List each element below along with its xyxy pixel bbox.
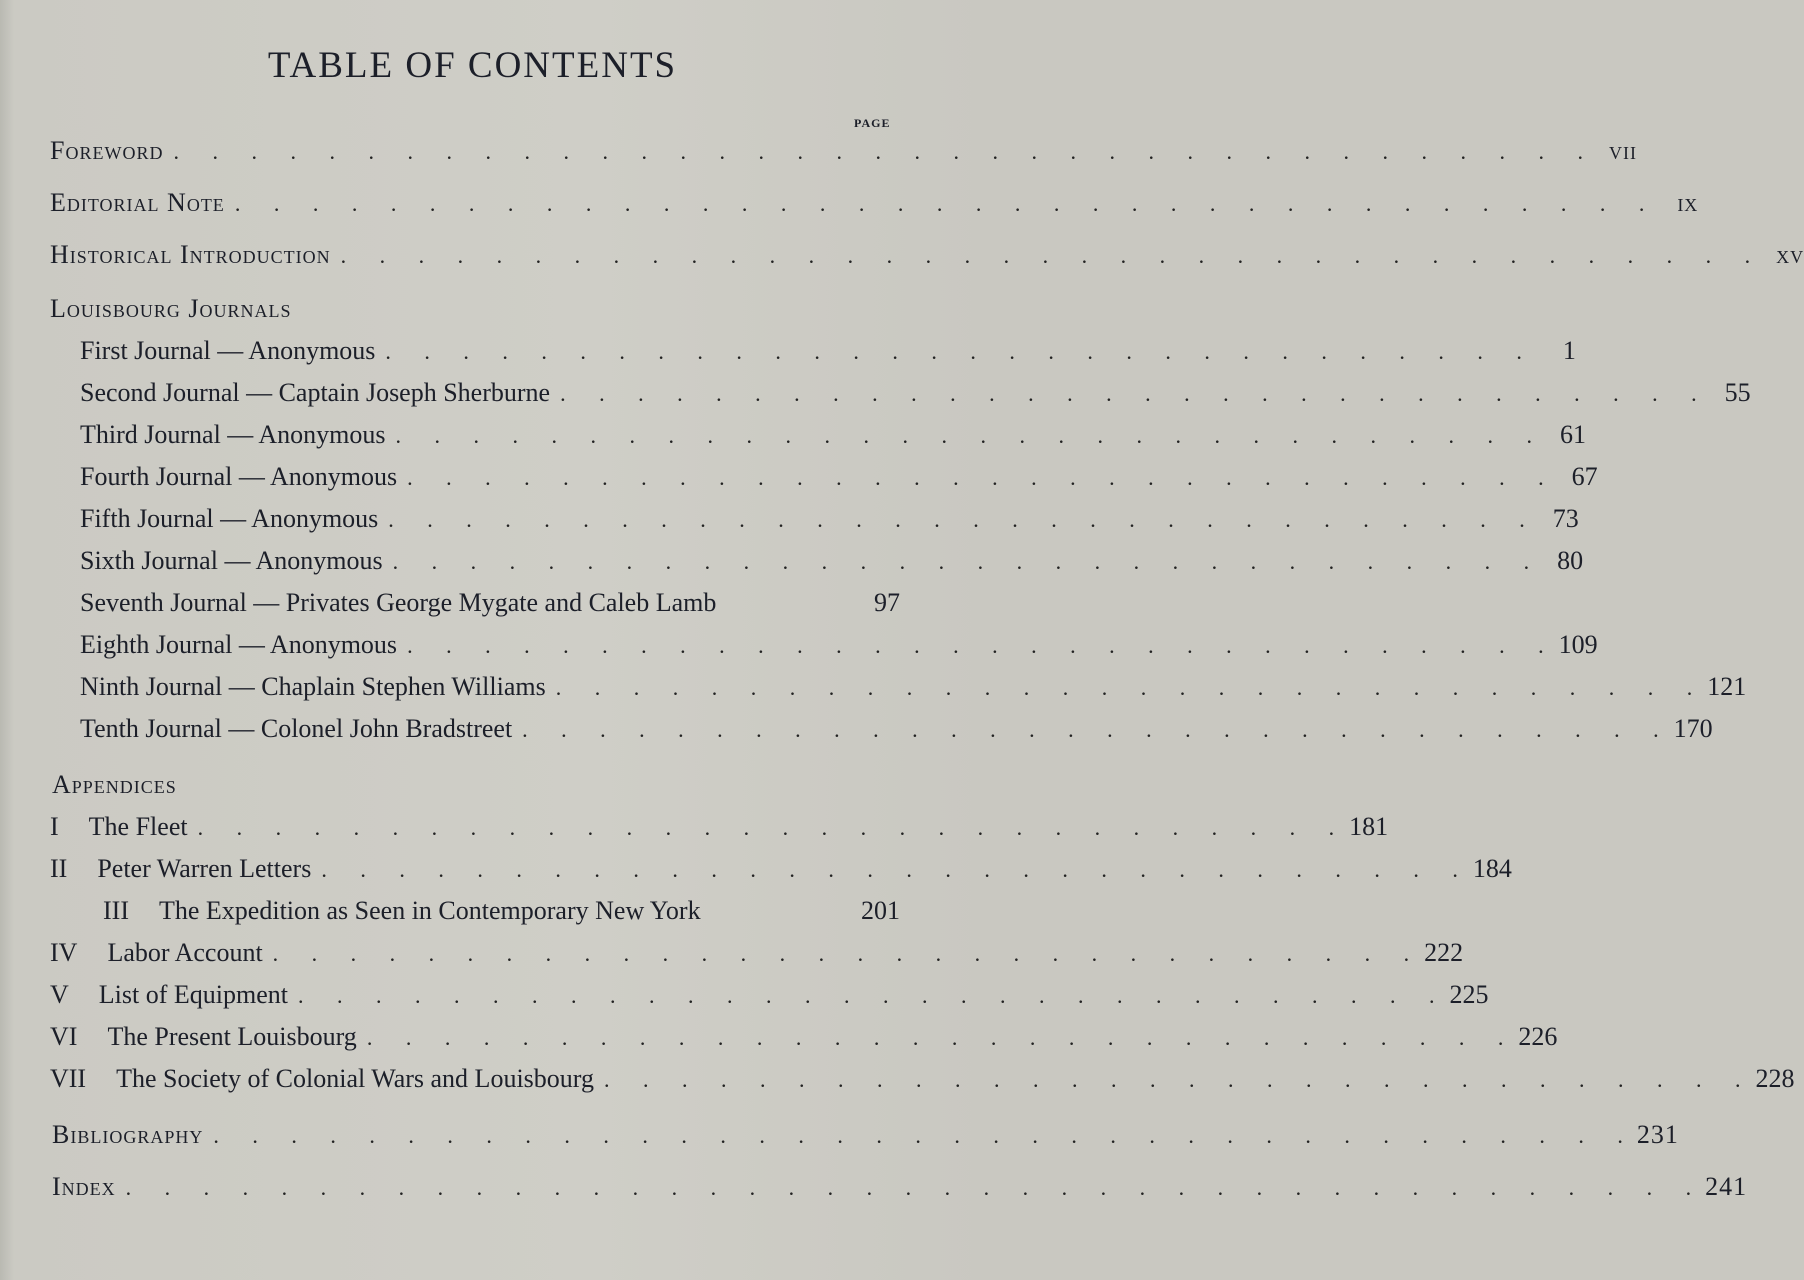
toc-entry-appendix-2[interactable]	[50, 854, 1512, 884]
dot-leader: . . . . . . . . . . . . . . . . . . . . . . . . . . . . . .	[603, 1067, 1755, 1092]
entry-label: Labor Account	[107, 938, 263, 967]
toc-entry-journal-2[interactable]	[80, 378, 1751, 408]
dot-leader: . . . . . . . . . . . . . . . . . . . . . . . . . . . . . .	[272, 941, 1424, 966]
entry-page: 73	[1552, 504, 1579, 533]
dot-leader: . . . . . . . . . . . . . . . . . . . . . . . . . . . . . .	[385, 339, 1536, 364]
appendix-numeral: VI	[50, 1022, 78, 1051]
page-title: TABLE OF CONTENTS	[267, 45, 678, 86]
entry-page: 170	[1673, 714, 1713, 743]
entry-label: Tenth Journal — Colonel John Bradstreet	[80, 714, 513, 743]
entry-page: 80	[1557, 546, 1584, 575]
entry-page: 184	[1472, 854, 1512, 883]
appendix-numeral: I	[50, 812, 59, 841]
entry-label: Eighth Journal — Anonymous	[80, 630, 398, 659]
dot-leader: . . . . . . . . . . . . . . . . . . . . . . . . . . . . . . . . . . . . .	[340, 243, 1765, 268]
entry-page: 181	[1349, 812, 1389, 841]
entry-page: ix	[1677, 188, 1699, 217]
entry-page: 121	[1707, 672, 1747, 701]
entry-page: 61	[1560, 420, 1586, 449]
entry-page: 231	[1636, 1120, 1679, 1149]
toc-entry-journal-6[interactable]	[80, 546, 1584, 576]
entry-label: The Fleet	[88, 812, 188, 841]
dot-leader: . . . . . . . . . . . . . . . . . . . . . . . . . . . . . .	[555, 675, 1707, 700]
dot-leader: . . . . . . . . . . . . . . . . . . . . . . . . . . . . . . . . . . . . .	[213, 1123, 1637, 1148]
entry-label: Peter Warren Letters	[97, 854, 312, 883]
dot-leader: . . . . . . . . . . . . . . . . . . . . . . . . . . . . . .	[407, 465, 1558, 490]
entry-page: 226	[1518, 1022, 1558, 1051]
dot-leader: . . . . . . . . . . . . . . . . . . . . . . . . . . . . . .	[297, 983, 1449, 1008]
dot-leader: . . . . . . . . . . . . . . . . . . . . . . . . . . . . . . . . . . . . .	[173, 139, 1597, 164]
entry-page: 97	[874, 588, 900, 617]
toc-entry-appendix-3[interactable]	[50, 896, 900, 926]
appendix-numeral: IV	[50, 938, 78, 967]
dot-leader: . . . . . . . . . . . . . . . . . . . . . . . . . . . . . . . . . . . . .	[234, 191, 1659, 216]
entry-label: Foreword	[50, 136, 164, 165]
toc-entry-journal-7[interactable]	[80, 588, 900, 618]
appendix-numeral: II	[50, 854, 68, 883]
entry-label: First Journal — Anonymous	[80, 336, 376, 365]
toc-entry-appendix-1[interactable]	[50, 812, 1389, 842]
entry-label: Third Journal — Anonymous	[80, 420, 386, 449]
entry-label: Historical Introduction	[50, 240, 331, 269]
entry-page: 222	[1424, 938, 1464, 967]
toc-entry-historical-introduction[interactable]	[50, 240, 1804, 270]
toc-entry-index[interactable]	[52, 1172, 1748, 1202]
toc-entry-foreword[interactable]	[50, 136, 1637, 166]
toc-entry-appendix-5[interactable]	[50, 980, 1489, 1010]
toc-entry-journal-3[interactable]	[80, 420, 1586, 450]
entry-label: Index	[52, 1172, 116, 1201]
entry-label: Fifth Journal — Anonymous	[80, 504, 379, 533]
appendix-numeral: VII	[50, 1064, 87, 1093]
entry-page: 225	[1449, 980, 1489, 1009]
entry-label: The Society of Colonial Wars and Louisbourg	[116, 1064, 594, 1093]
toc-entry-journal-10[interactable]	[80, 714, 1713, 744]
appendix-numeral: V	[50, 980, 69, 1009]
dot-leader: . . . . . . . . . . . . . . . . . . . . . . . . . . . . . .	[395, 423, 1546, 448]
entry-page: 1	[1562, 336, 1576, 365]
entry-label: Ninth Journal — Chaplain Stephen Williams	[80, 672, 546, 701]
entry-label: The Expedition as Seen in Contemporary New York	[159, 896, 701, 925]
section-heading-journals: Louisbourg Journals	[50, 294, 292, 323]
entry-page: 55	[1724, 378, 1751, 407]
dot-leader: . . . . . . . . . . . . . . . . . . . . . . . . . . . . . .	[522, 717, 1673, 742]
entry-label: Seventh Journal — Privates George Mygate and Caleb Lamb	[80, 588, 717, 617]
toc-entry-journal-5[interactable]	[80, 504, 1579, 534]
toc-entry-editorial-note[interactable]	[50, 188, 1699, 218]
entry-label: The Present Louisbourg	[107, 1022, 357, 1051]
entry-label: Sixth Journal — Anonymous	[80, 546, 383, 575]
toc-entry-journal-1[interactable]	[80, 336, 1576, 366]
dot-leader: . . . . . . . . . . . . . . . . . . . . . . . . . . . . . .	[321, 857, 1472, 882]
entry-page: 228	[1755, 1064, 1795, 1093]
dot-leader: . . . . . . . . . . . . . . . . . . . . . . . . . . . . . . . . . . . . . . . . .	[125, 1175, 1706, 1200]
toc-entry-bibliography[interactable]	[52, 1120, 1679, 1150]
appendix-numeral: III	[103, 896, 129, 925]
dot-leader: . . . . . . . . . . . . . . . . . . . . . . . . . . . . . .	[560, 381, 1711, 406]
entry-page: 109	[1558, 630, 1598, 659]
entry-label: Second Journal — Captain Joseph Sherburne	[80, 378, 551, 407]
toc-entry-journal-4[interactable]	[80, 462, 1598, 492]
entry-label: Fourth Journal — Anonymous	[80, 462, 398, 491]
dot-leader: . . . . . . . . . . . . . . . . . . . . . . . . . . . . . .	[366, 1025, 1518, 1050]
dot-leader: . . . . . . . . . . . . . . . . . . . . . . . . . . . . . .	[392, 549, 1544, 574]
section-heading-appendices: Appendices	[52, 770, 177, 799]
entry-page: 241	[1705, 1172, 1748, 1201]
entry-label: Bibliography	[52, 1120, 204, 1149]
dot-leader: . . . . . . . . . . . . . . . . . . . . . . . . . . . . . .	[388, 507, 1539, 532]
toc-entry-appendix-6[interactable]	[50, 1022, 1558, 1052]
toc-entry-journal-9[interactable]	[80, 672, 1747, 702]
entry-page: vii	[1608, 136, 1637, 165]
toc-entry-appendix-7[interactable]	[50, 1064, 1795, 1094]
toc-entry-journal-8[interactable]	[80, 630, 1598, 660]
entry-page: 201	[861, 896, 900, 925]
entry-label: Editorial Note	[50, 188, 225, 217]
dot-leader: . . . . . . . . . . . . . . . . . . . . . . . . . . . . . .	[407, 633, 1558, 658]
entry-page: xv	[1776, 240, 1804, 269]
dot-leader: . . . . . . . . . . . . . . . . . . . . . . . . . . . . . .	[197, 815, 1349, 840]
toc-entry-appendix-4[interactable]	[50, 938, 1464, 968]
page-column-label: PAGE	[854, 116, 891, 130]
entry-page: 67	[1571, 462, 1598, 491]
entry-label: List of Equipment	[98, 980, 288, 1009]
